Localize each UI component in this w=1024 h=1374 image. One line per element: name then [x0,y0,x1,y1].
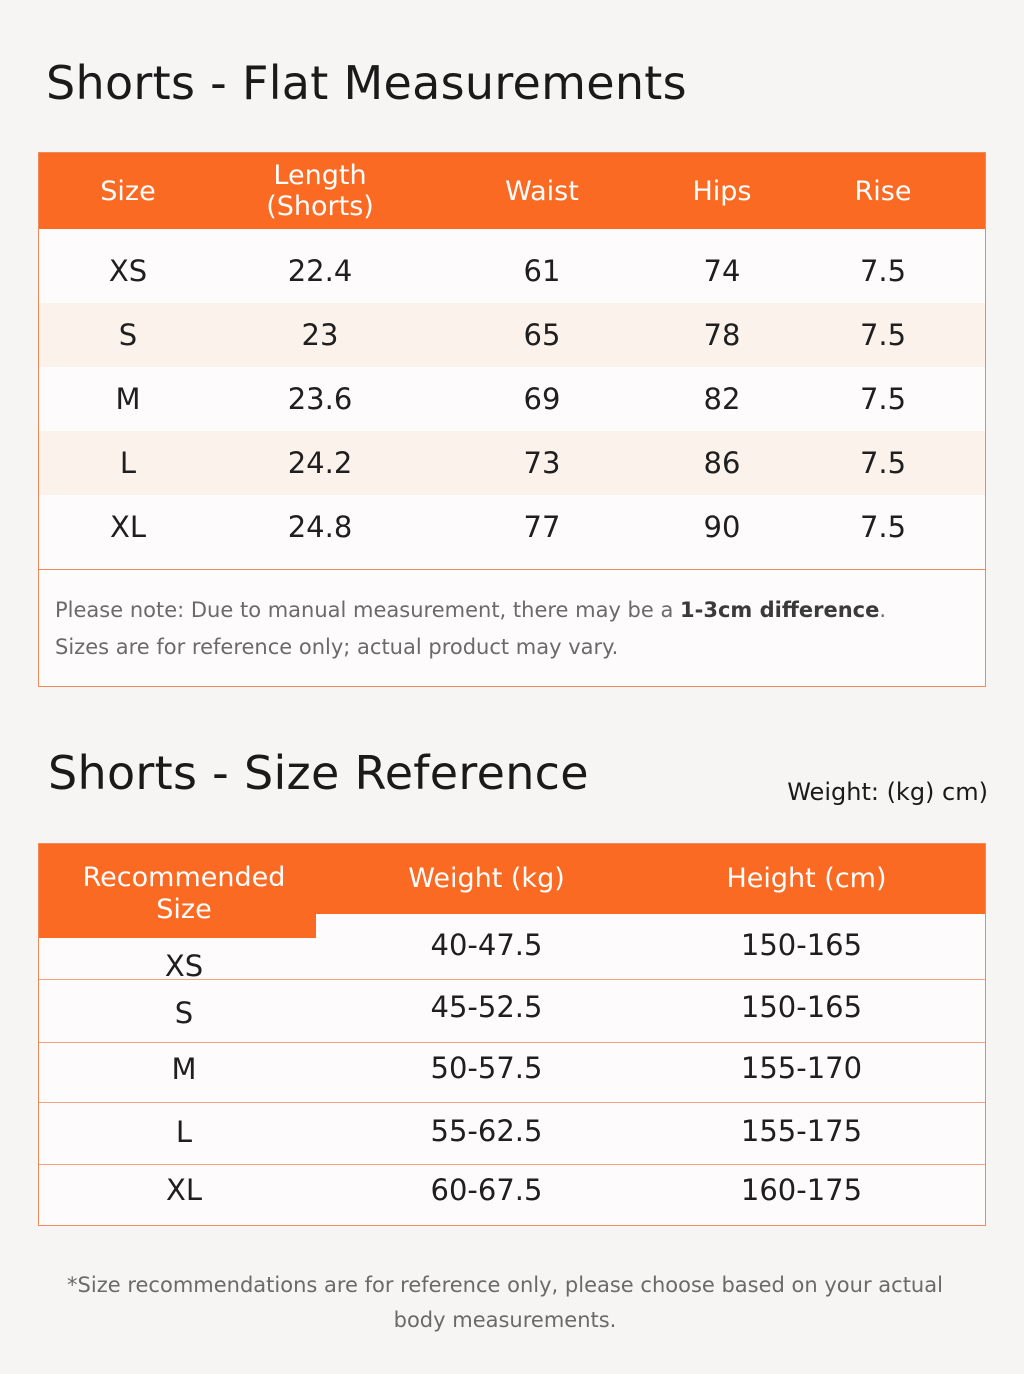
cell-length: 24.8 [287,510,353,544]
note-line-1 [55,592,969,629]
header-hips: Hips [692,175,752,207]
table-row [39,431,985,495]
header-waist: Waist [505,175,579,207]
note-emphasis: 1-3cm difference [680,598,880,622]
cell-length: 23 [301,318,339,352]
table-row [39,367,985,431]
row-divider [39,1164,985,1165]
cell-size: XS [164,949,204,983]
cell-height: 150-165 [740,990,863,1024]
note-line-2: Sizes are for reference only; actual product may vary. [55,635,619,659]
table-row [39,303,985,367]
cell-height: 160-175 [740,1173,863,1207]
cell-size: XS [108,254,148,288]
cell-size: S [118,318,138,352]
measurement-note [39,569,985,686]
cell-height: 155-175 [740,1114,863,1148]
row-divider [39,1102,985,1103]
flat-measurements-title: Shorts - Flat Measurements [46,56,687,110]
cell-hips: 82 [703,382,741,416]
cell-length: 23.6 [287,382,353,416]
cell-rise: 7.5 [859,510,907,544]
cell-rise: 7.5 [859,254,907,288]
note-suffix: . [879,598,887,622]
cell-size: L [119,446,137,480]
cell-size: M [171,1052,197,1086]
footer-disclaimer: *Size recommendations are for reference only, please choose based on your actual body measurements. [67,1273,943,1332]
cell-weight: 45-52.5 [430,990,543,1024]
cell-waist: 65 [523,318,561,352]
header-length: Length (Shorts) [266,160,374,222]
cell-weight: 50-57.5 [430,1051,543,1085]
cell-waist: 69 [523,382,561,416]
cell-rise: 7.5 [859,318,907,352]
table-row [39,239,985,303]
note-prefix: Please note: Due to manual measurement, there may be a [55,598,681,622]
cell-waist: 61 [523,254,561,288]
flat-measurements-table [38,152,986,687]
cell-size: L [175,1115,193,1149]
cell-rise: 7.5 [859,446,907,480]
header-size: Size [100,175,156,207]
header-rise: Rise [854,175,912,207]
cell-hips: 74 [703,254,741,288]
table-row [39,495,985,559]
cell-size: XL [165,1173,203,1207]
header-weight: Weight (kg) [408,863,565,894]
cell-height: 150-165 [740,928,863,962]
table-header-row [39,153,985,229]
cell-size: XL [109,510,147,544]
cell-waist: 73 [523,446,561,480]
size-reference-table [38,843,986,1226]
cell-size: S [174,996,194,1030]
cell-length: 22.4 [287,254,353,288]
cell-weight: 55-62.5 [430,1114,543,1148]
cell-size: M [115,382,141,416]
header-height: Height (cm) [726,863,887,894]
cell-height: 155-170 [740,1051,863,1085]
row-divider [39,1042,985,1043]
header-recommended-size: Recommended Size [82,862,286,925]
size-reference-title: Shorts - Size Reference [48,746,589,800]
units-label: Weight: (kg) cm) [787,778,988,806]
cell-length: 24.2 [287,446,353,480]
cell-weight: 40-47.5 [430,928,543,962]
cell-hips: 86 [703,446,741,480]
cell-waist: 77 [523,510,561,544]
cell-hips: 78 [703,318,741,352]
cell-weight: 60-67.5 [430,1173,543,1207]
cell-rise: 7.5 [859,382,907,416]
cell-hips: 90 [703,510,741,544]
